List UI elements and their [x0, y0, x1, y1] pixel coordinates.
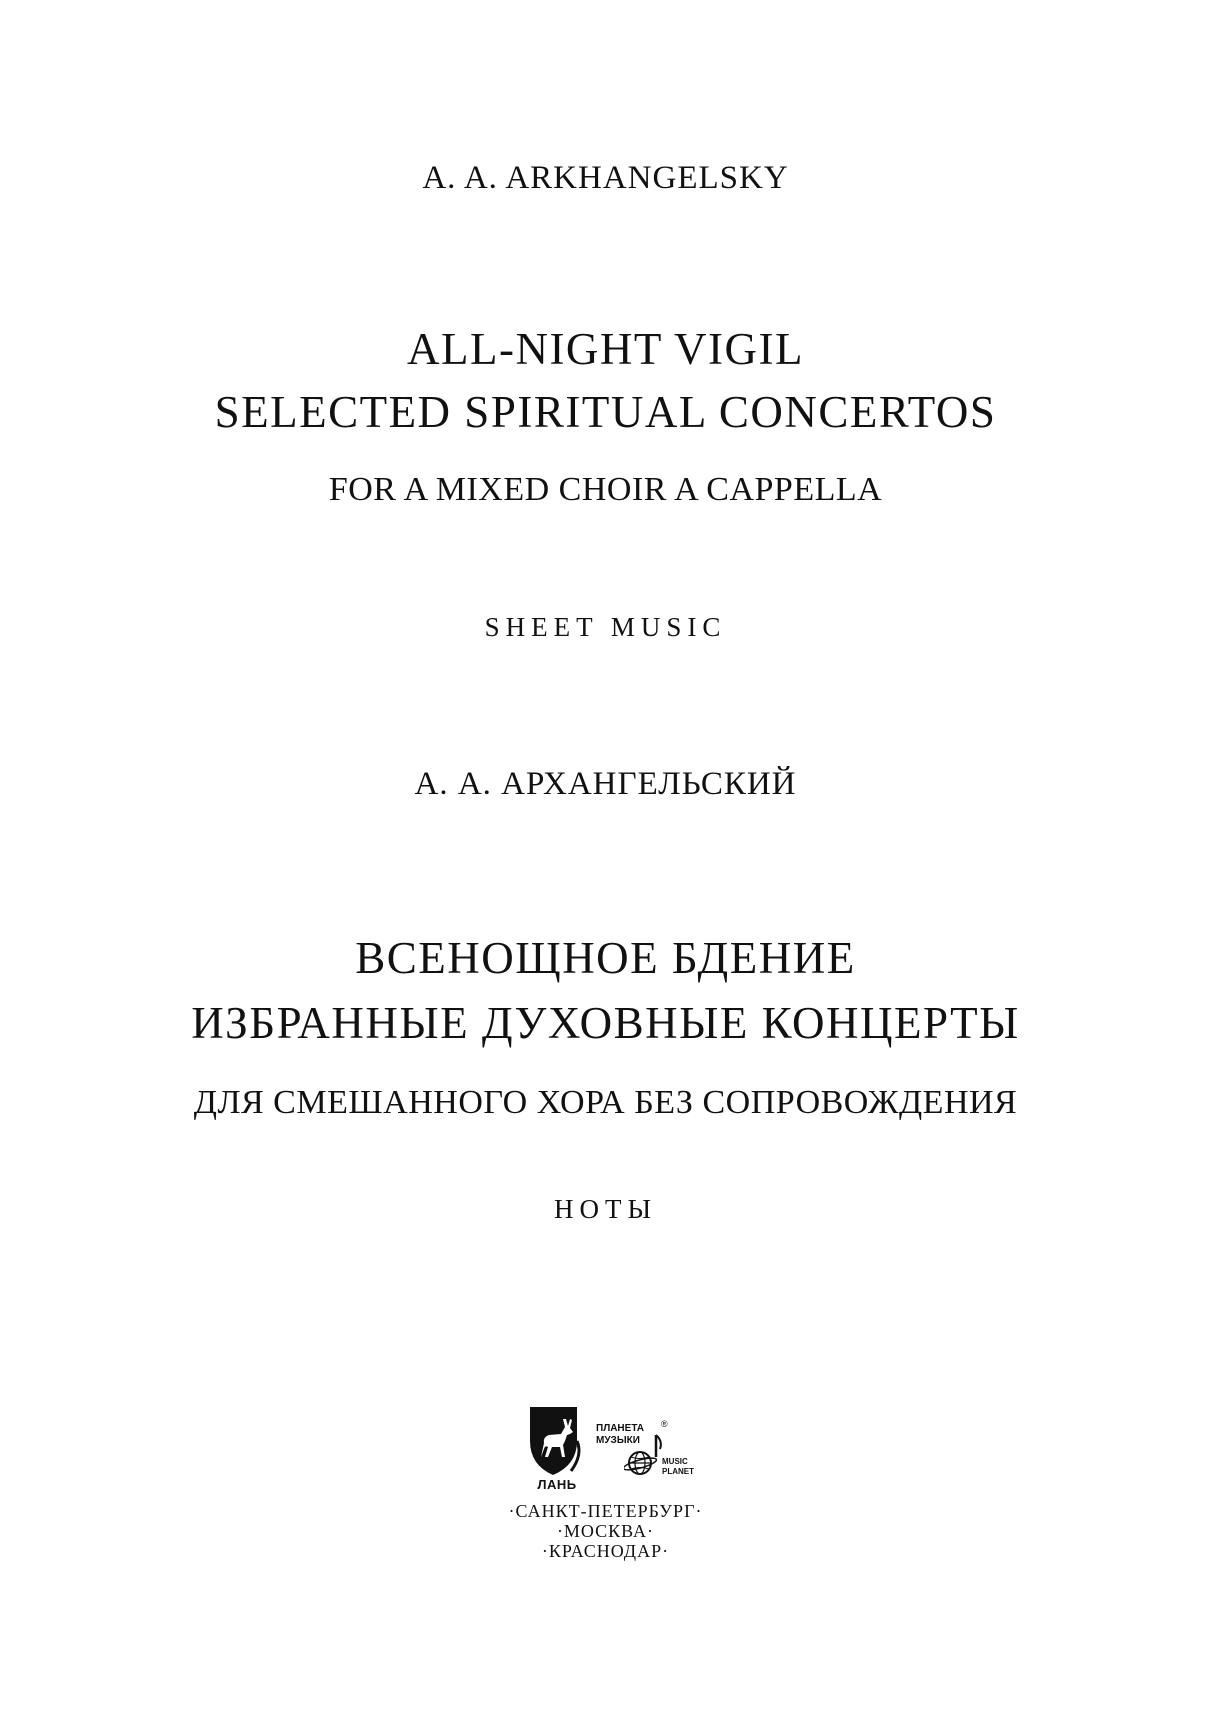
english-author: A. A. ARKHANGELSKY	[422, 160, 789, 196]
deer-icon	[527, 1405, 587, 1477]
lan-logo	[527, 1405, 587, 1495]
russian-title-line2: ИЗБРАННЫЕ ДУХОВНЫЕ КОНЦЕРТЫ	[191, 998, 1020, 1048]
city-moscow: ·МОСКВА·	[556, 1521, 655, 1541]
english-title-line2: SELECTED SPIRITUAL CONCERTOS	[214, 387, 997, 437]
english-title-line1: ALL-NIGHT VIGIL	[406, 324, 804, 374]
russian-title-line1: ВСЕНОЩНОЕ БДЕНИЕ	[355, 933, 856, 983]
planet-name-en	[662, 1457, 694, 1477]
publisher-logos	[0, 1405, 1211, 1495]
music-planet-icon	[624, 1433, 664, 1477]
planet-name-ru-line2: МУЗЫКИ	[596, 1435, 640, 1446]
russian-kind: НОТЫ	[553, 1194, 658, 1224]
city-saint-petersburg: ·САНКТ-ПЕТЕРБУРГ·	[508, 1501, 703, 1521]
english-kind: SHEET MUSIC	[484, 612, 727, 642]
english-subtitle: FOR A MIXED CHOIR A CAPPELLA	[328, 471, 883, 508]
russian-author: А. А. АРХАНГЕЛЬСКИЙ	[414, 766, 797, 802]
city-krasnodar: ·КРАСНОДАР·	[541, 1541, 670, 1561]
lan-name: ЛАНЬ	[537, 1477, 577, 1492]
music-planet-logo	[596, 1419, 694, 1493]
russian-subtitle: ДЛЯ СМЕШАННОГО ХОРА БЕЗ СОПРОВОЖДЕНИЯ	[193, 1084, 1018, 1121]
planet-name-en-line1: MUSIC	[662, 1457, 688, 1466]
planet-name-ru-line1: ПЛАНЕТА	[596, 1423, 645, 1434]
registered-mark: ®	[661, 1419, 668, 1429]
planet-name-en-line2: PLANET	[662, 1467, 694, 1476]
